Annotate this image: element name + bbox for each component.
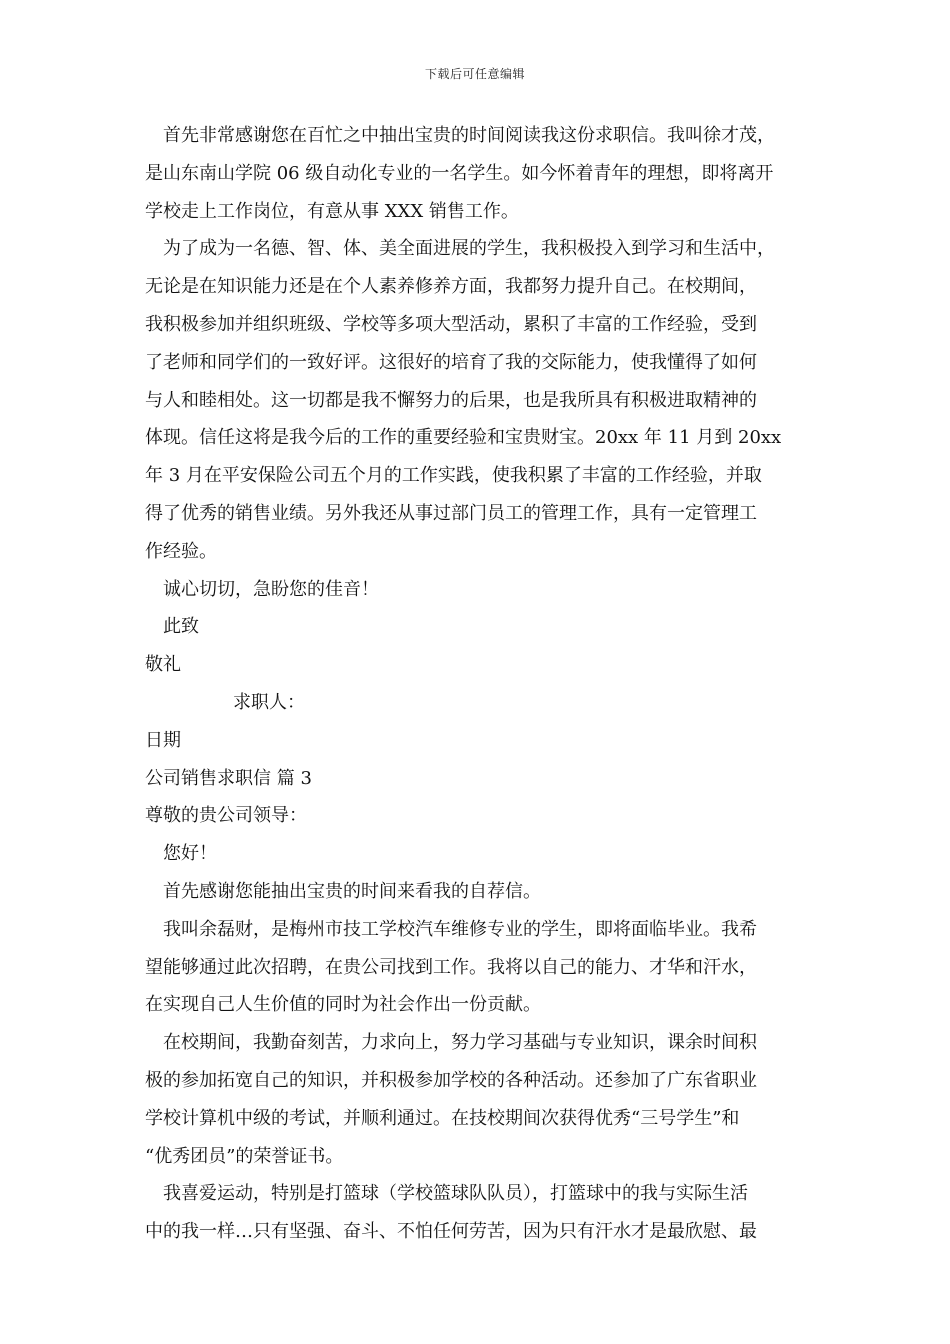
text-line: 求职人：: [233, 691, 305, 713]
text-line: 尊敬的贵公司领导：: [145, 805, 307, 827]
text-line: 作经验。: [145, 540, 217, 562]
text-line: 我叫余磊财，是梅州市技工学校汽车维修专业的学生，即将面临毕业。我希: [163, 918, 757, 940]
text-line: 年 3 月在平安保险公司五个月的工作实践，使我积累了丰富的工作经验，并取: [145, 465, 762, 487]
text-line: 我积极参加并组织班级、学校等多项大型活动，累积了丰富的工作经验，受到: [145, 313, 757, 335]
text-line: 在实现自己人生价值的同时为社会作出一份贡献。: [145, 994, 541, 1016]
text-line: 了老师和同学们的一致好评。这很好的培育了我的交际能力，使我懂得了如何: [145, 351, 757, 373]
text-line: 与人和睦相处。这一切都是我不懈努力的后果，也是我所具有积极进取精神的: [145, 389, 757, 411]
text-line: 诚心切切，急盼您的佳音！: [163, 578, 379, 600]
text-line: 学校走上工作岗位，有意从事 XXX 销售工作。: [145, 200, 519, 222]
text-line: 极的参加拓宽自己的知识，并积极参加学校的各种活动。还参加了广东省职业: [145, 1069, 757, 1091]
text-line: 此致: [163, 616, 199, 638]
text-line: 学校计算机中级的考试，并顺利通过。在技校期间次获得优秀“三号学生”和: [145, 1107, 740, 1129]
text-line: “优秀团员”的荣誉证书。: [145, 1145, 344, 1167]
text-line: 无论是在知识能力还是在个人素养修养方面，我都努力提升自己。在校期间，: [145, 276, 757, 298]
page-header-note: 下载后可任意编辑: [424, 67, 525, 81]
text-line: 您好！: [163, 843, 217, 865]
text-line: 中的我一样…只有坚强、奋斗、不怕任何劳苦，因为只有汗水才是最欣慰、最: [145, 1221, 757, 1243]
text-line: 体现。信任这将是我今后的工作的重要经验和宝贵财宝。20xx 年 11 月到 20xx: [145, 427, 782, 449]
text-line: 得了优秀的销售业绩。另外我还从事过部门员工的管理工作，具有一定管理工: [145, 502, 757, 524]
document-body: [145, 117, 817, 1251]
text-line: 在校期间，我勤奋刻苦，力求向上，努力学习基础与专业知识，课余时间积: [163, 1032, 757, 1054]
text-line: 敬礼: [145, 654, 181, 676]
text-line: 首先非常感谢您在百忙之中抽出宝贵的时间阅读我这份求职信。我叫徐才茂，: [163, 125, 775, 146]
text-line: 日期: [145, 729, 181, 751]
text-line: 首先感谢您能抽出宝贵的时间来看我的自荐信。: [163, 880, 541, 902]
text-line: 我喜爱运动，特别是打篮球（学校篮球队队员），打篮球中的我与实际生活: [163, 1183, 748, 1205]
text-line: 公司销售求职信 篇 3: [145, 767, 312, 789]
text-line: 为了成为一名德、智、体、美全面进展的学生，我积极投入到学习和生活中，: [163, 238, 775, 260]
text-line: 望能够通过此次招聘，在贵公司找到工作。我将以自己的能力、才华和汗水，: [145, 956, 757, 978]
text-line: 是山东南山学院 06 级自动化专业的一名学生。如今怀着青年的理想，即将离开: [145, 162, 774, 184]
